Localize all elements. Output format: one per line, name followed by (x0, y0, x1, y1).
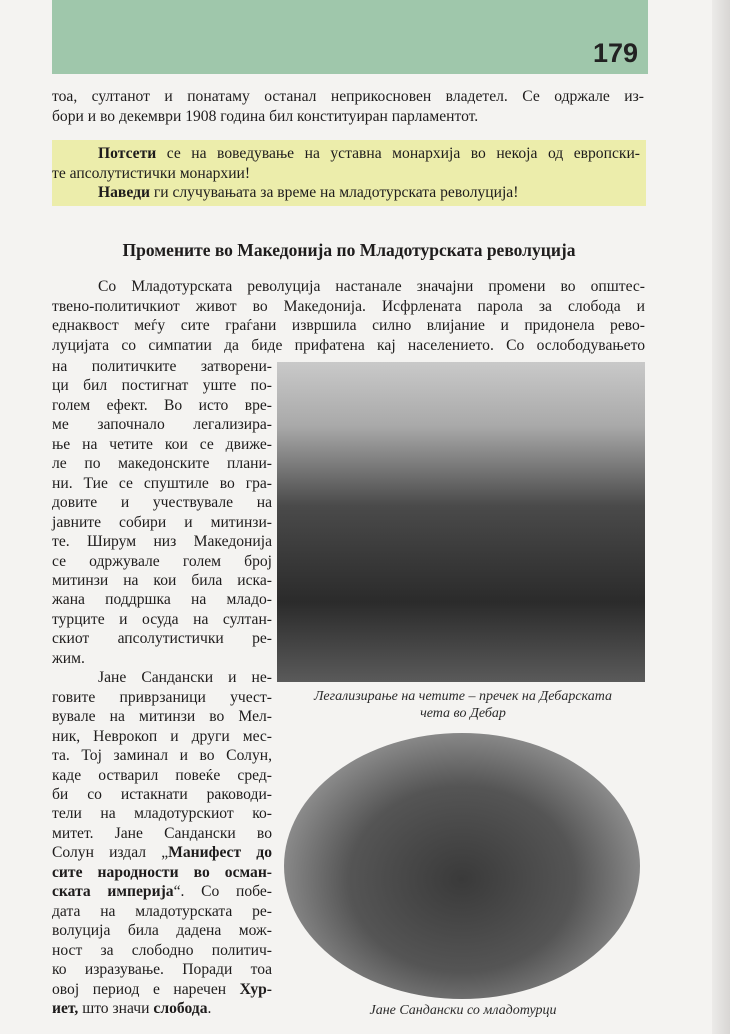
text-segment: ни. Тие се спуштиле во гра- (52, 474, 272, 492)
text-segment: би со истакнати раководи- (52, 785, 272, 803)
text-segment: се на воведување на уставна монархија во некоја од европски- (156, 145, 640, 162)
text-segment: ци бил постигнат уште по- (52, 377, 272, 395)
text-line (52, 183, 640, 203)
text-segment: Јане Сандански и не- (98, 669, 272, 687)
text-segment: те апсолутистички монархии! (52, 164, 251, 182)
text-segment: овој период е наречен (52, 980, 240, 998)
text-line (52, 357, 272, 376)
text-segment: та. Тој заминал и во Солун, (52, 747, 272, 765)
text-line (52, 707, 272, 726)
text-line (52, 107, 644, 127)
text-line (52, 297, 645, 317)
bold-text: иет, (52, 999, 79, 1017)
text-line (52, 590, 272, 609)
text-line (52, 610, 272, 629)
text-line (52, 941, 272, 960)
text-segment: волуција била дадена мож- (52, 922, 272, 940)
text-line (52, 336, 645, 356)
text-line (52, 746, 272, 765)
text-segment: ност за слободно политич- (52, 941, 272, 959)
text-segment: митет. Јане Сандански во (52, 824, 272, 842)
text-segment: ње на четите кои се движе- (52, 435, 272, 453)
text-segment: еднаквост меѓу сите граѓани извршила силно влијание и придонела рево- (52, 317, 645, 335)
figure-caption-1 (280, 688, 646, 722)
text-line (52, 843, 272, 862)
text-segment: ко изразување. Поради тоа (52, 961, 272, 979)
text-line (52, 532, 272, 551)
text-line (52, 980, 272, 999)
text-segment: вувале на митинзи во Мел- (52, 708, 272, 726)
text-segment: митинзи на кои била иска- (52, 571, 272, 589)
text-segment: Солун издал „ (52, 844, 169, 862)
text-segment: жим. (52, 649, 85, 667)
text-line (52, 960, 272, 979)
text-line (52, 396, 272, 415)
text-line (52, 824, 272, 843)
text-line (52, 435, 272, 454)
text-line (52, 513, 272, 532)
text-segment: ме започнало легализира- (52, 416, 272, 434)
bold-text: Наведи (98, 184, 150, 202)
header-band (52, 0, 648, 74)
text-segment: тоа, султанот и понатаму останал неприкосновен владетел. Се одржале из- (52, 88, 644, 105)
text-segment: луцијата со симпатии да биде прифатена кај населението. Со ослободувањето (52, 336, 645, 354)
text-segment: дата на младотурската ре- (52, 902, 272, 920)
text-line (52, 668, 272, 687)
text-line (52, 727, 272, 746)
bold-text: Хур- (239, 980, 272, 998)
text-line (52, 87, 644, 107)
bold-text: ската империја (52, 883, 174, 901)
text-line (52, 454, 272, 473)
text-line (52, 863, 272, 882)
text-line (52, 921, 272, 940)
bold-text: Манифест до (168, 844, 272, 862)
text-line (52, 415, 272, 434)
text-segment: ги случувањата за време на младотурската револуција! (149, 184, 519, 202)
text-segment: се одржувале голем број (52, 552, 272, 570)
text-line (52, 999, 272, 1018)
caption-line: Легализирање на четите – пречек на Дебарската (313, 689, 613, 704)
bold-text: Потсети (98, 145, 157, 162)
text-line (52, 474, 272, 493)
text-segment: тели на младотурскиот ко- (52, 805, 272, 823)
text-segment: “. Со побе- (173, 883, 272, 901)
section-paragraph (52, 277, 645, 355)
text-line (52, 316, 645, 336)
text-segment: каде остварил повеќе сред- (52, 766, 272, 784)
text-segment: што значи (78, 999, 154, 1017)
text-line (52, 144, 640, 164)
page-edge (712, 0, 730, 1034)
text-line (52, 277, 645, 297)
text-segment: голем ефект. Во исто вре- (52, 396, 272, 414)
text-line (52, 649, 272, 668)
text-segment: твено-политичкиот живот во Македонија. Исфрлената парола за слобода и (52, 297, 645, 315)
text-line (52, 571, 272, 590)
text-segment: бори и во декември 1908 година бил конституиран парламентот. (52, 107, 479, 125)
column-text (52, 357, 272, 1018)
text-segment: ле по македонските плани- (52, 455, 272, 473)
page-number: 179 (592, 38, 638, 68)
text-segment: ник, Неврокоп и други мес- (52, 727, 272, 745)
photo-sandanski-with-young-turks (284, 733, 640, 999)
intro-text (52, 87, 644, 126)
text-line (52, 804, 272, 823)
photo-legalization-of-bands (277, 362, 645, 682)
bold-text: слобода (153, 999, 208, 1017)
text-line (52, 164, 640, 184)
text-segment: . (207, 999, 212, 1017)
section-title: Промените во Македонија по Младотурската револуција (122, 240, 576, 260)
text-segment: довите и учествувале на (52, 494, 272, 512)
text-line (52, 766, 272, 785)
text-line (52, 493, 272, 512)
text-line (52, 785, 272, 804)
text-line (52, 902, 272, 921)
text-segment: говите приврзаници учест- (52, 688, 272, 706)
text-segment: Со Младотурската револуција настанале значајни промени во општес- (98, 278, 645, 295)
text-segment: турците и осуда на султан- (52, 610, 272, 628)
caption-line: Јане Сандански со младотурци (369, 1003, 557, 1018)
text-segment: на политичките затворени- (52, 358, 272, 375)
text-segment: те. Ширум низ Македонија (52, 533, 272, 551)
task-text (52, 144, 640, 203)
figure-caption-2 (280, 1002, 646, 1019)
text-line (52, 629, 272, 648)
bold-text: сите народности во осман- (52, 863, 272, 881)
text-line (52, 688, 272, 707)
text-line (52, 376, 272, 395)
text-segment: жана поддршка на младо- (52, 591, 272, 609)
text-line (52, 882, 272, 901)
text-segment: јавните собири и митинзи- (52, 513, 272, 531)
text-line (52, 552, 272, 571)
text-segment: скиот апсолутистички ре- (52, 630, 272, 648)
caption-line: чета во Дебар (420, 706, 506, 721)
